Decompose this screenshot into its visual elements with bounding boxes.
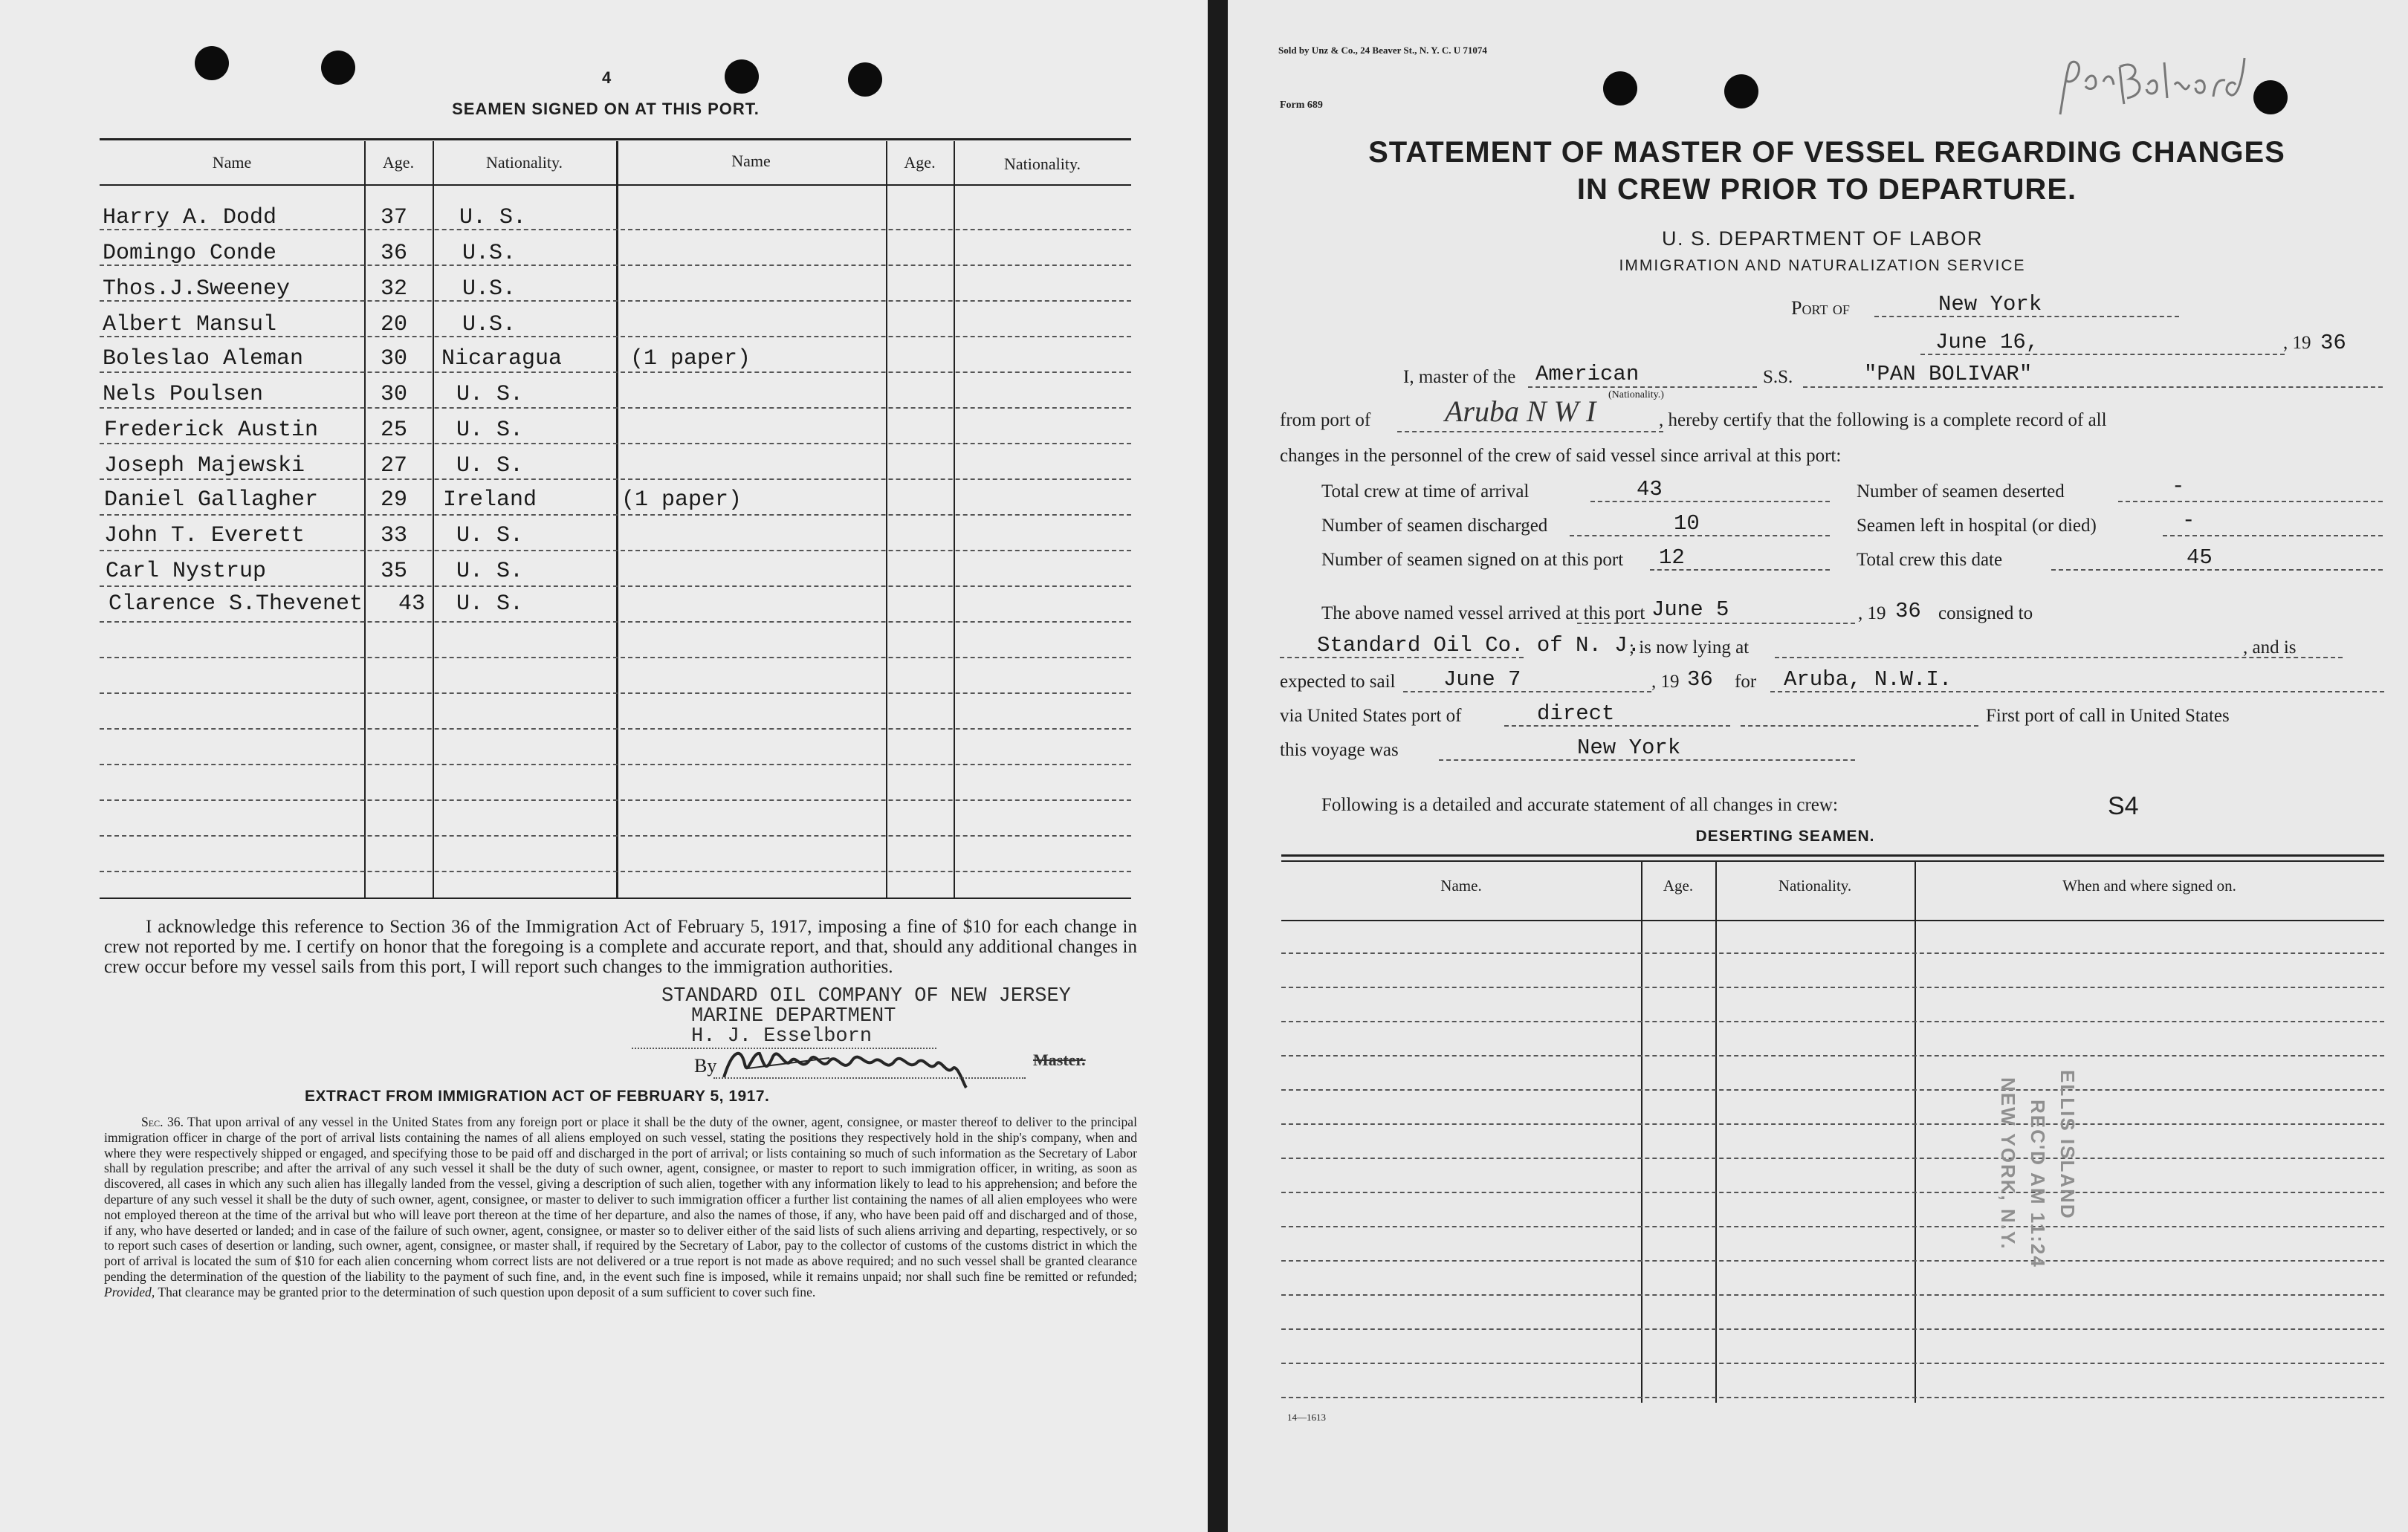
crew-nationality: U. S.: [456, 523, 524, 548]
sail-label: expected to sail: [1280, 672, 1396, 692]
column-header-name: Name: [212, 153, 252, 172]
crew-name: Domingo Conde: [103, 241, 277, 266]
department: U. S. DEPARTMENT OF LABOR: [1661, 227, 1984, 250]
consigned-label: consigned to: [1938, 603, 2033, 623]
hospital-label: Seamen left in hospital (or died): [1857, 516, 2097, 536]
blank-line: [1403, 691, 1651, 692]
ss-label: S.S.: [1763, 367, 1793, 387]
via-label: via United States port of: [1280, 706, 1462, 726]
total-crew-date-label: Total crew this date: [1857, 550, 2003, 570]
column-divider: [364, 141, 366, 898]
crew-name: Boleslao Aleman: [103, 346, 304, 371]
company-stamp: [661, 987, 1071, 1047]
crew-age: 36: [381, 241, 408, 266]
signed-on-label: Number of seamen signed on at this port: [1321, 550, 1624, 570]
crew-nationality: U. S.: [456, 382, 524, 407]
crew-name: Harry A. Dodd: [103, 205, 277, 230]
crew-age: 43: [398, 591, 426, 617]
crew-name: Thos.J.Sweeney: [103, 276, 291, 302]
total-crew-arrival-label: Total crew at time of arrival: [1321, 481, 1530, 502]
service: IMMIGRATION AND NATURALIZATION SERVICE: [1619, 257, 2026, 274]
arrived-value: June 5: [1651, 597, 1729, 622]
crew-age: 25: [381, 418, 408, 443]
signed-on-value: 12: [1659, 545, 1685, 570]
sail-value: June 7: [1443, 667, 1521, 692]
voyage-label: this voyage was: [1280, 740, 1399, 760]
printer-credit: Sold by Unz & Co., 24 Beaver St., N. Y. C. U 71074: [1278, 45, 1487, 56]
sail-year-prefix: , 19: [1651, 672, 1680, 692]
total-crew-date-value: 45: [2187, 545, 2213, 570]
table-top-rule: [1281, 860, 2384, 862]
crew-name: Joseph Majewski: [104, 453, 305, 478]
following-text: Following is a detailed and accurate statement of all changes in crew:: [1321, 795, 1838, 815]
handwritten-note: [2053, 52, 2268, 120]
punch-hole: [321, 51, 355, 85]
via-value: direct: [1537, 701, 1615, 726]
blank-line: [2163, 535, 2383, 536]
stamp-line: STANDARD OIL COMPANY OF NEW JERSEY: [661, 985, 1071, 1007]
crew-nationality: U.S.: [462, 241, 517, 266]
acknowledgment-text: I acknowledge this reference to Section 36 of the Immigration Act of February 5, 1917, imposing a fine of $10 for each change in crew not reported by me. I certify on honor that the foregoing is a complete and accurate report, and that, should any additional changes in crew occur before my vessel sails from this port, I will report such changes to the immigration authorities.: [104, 917, 1137, 977]
right-page: [1228, 0, 2408, 1532]
blank-line: [1590, 501, 1830, 502]
port-value: New York: [1938, 292, 2042, 317]
punch-hole: [1724, 74, 1758, 108]
master-signature: [718, 1039, 1030, 1091]
crew-name: Frederick Austin: [104, 418, 319, 443]
discharged-label: Number of seamen discharged: [1321, 516, 1548, 536]
crew-name: Albert Mansul: [103, 312, 277, 337]
column-divider: [616, 141, 618, 898]
crew-age: 35: [381, 559, 408, 584]
crew-age: 37: [381, 205, 408, 230]
nationality-caption: (Nationality.): [1608, 389, 1664, 400]
discharged-value: 10: [1674, 511, 1700, 536]
section-body: That upon arrival of any vessel in the United States from any foreign port or place it shall be the duty of the owner, agent, consignee, or master thereof to deliver to the principal immigration officer in charge of the port of arrival lists containing the names of all aliens employed on such vessel, stating the positions they respectively hold in the ship's company, when and where they were respectively shipped or engaged, and specifying those to be paid off and discharged in the port of arrival; or lists containing so much of such information as the Secretary of Labor shall by regulation prescribe; and after the arrival of any such vessel it shall be the duty of such owner, agent, consignee, or master to report to such immigration officer, in writing, as soon as discovered, all cases in which any such alien has illegally landed from the vessel, giving a description of such alien, together with any information likely to lead to his apprehension; and before the departure of any such vessel it shall be the duty of such owner, agent, consignee, or master to deliver to such immigration officer a further list containing the names of all alien employees who were not employed thereon at the time of the arrival but who will leave port thereon at the time of her departure, and also the names of those, if any, who have been paid off and discharged and of those, if any, who have deserted or landed; and in case of the failure of such owner, agent, consignee, or master so to deliver either of the said lists of such aliens arriving and departing, respectively, or so to report such cases of desertion or landing, such owner, agent, consignee, or master shall, if required by the Secretary of Labor, pay to the collector of customs of the customs district in which the port of arrival is located the sum of $10 for each alien concerning whom correct lists are not delivered or a true report is not made as above required; and no such vessel shall be granted clearance pending the determination of the question of the liability to the payment of such fine, and, in the event such fine is imposed, while it remains unpaid; nor shall such fine be remitted or refunded;: [104, 1114, 1137, 1284]
punch-hole: [195, 46, 229, 80]
master-label: Master.: [1033, 1051, 1086, 1069]
handwritten-note-text: [2081, 67, 2082, 68]
arrived-year-prefix: , 19: [1858, 603, 1886, 623]
crew-nationality: U. S.: [459, 205, 527, 230]
first-port-label: First port of call in United States: [1986, 706, 2230, 726]
vessel-name: "PAN BOLIVAR": [1864, 362, 2033, 386]
date-value: June 16,: [1935, 330, 2039, 354]
column-header-nationality-2: Nationality.: [1003, 155, 1081, 173]
crew-age: 30: [381, 382, 408, 407]
year-prefix: , 19: [2283, 333, 2311, 353]
page-number: 4: [602, 68, 612, 87]
table-bottom-rule: [100, 898, 1131, 899]
column-header-age: Age.: [382, 153, 415, 172]
crew-age: 30: [381, 346, 408, 371]
crew-age: 20: [381, 312, 408, 337]
total-crew-arrival: 43: [1637, 477, 1663, 502]
table-top-rule: [100, 138, 1131, 140]
form-title-line-2: IN CREW PRIOR TO DEPARTURE.: [1576, 173, 2077, 206]
crew-nationality: U. S.: [456, 591, 524, 617]
crew-name: Nels Poulsen: [103, 382, 264, 407]
for-value: Aruba, N.W.I.: [1784, 667, 1952, 692]
section-title: SEAMEN SIGNED ON AT THIS PORT.: [452, 100, 760, 118]
column-header-nationality: Nationality.: [485, 153, 563, 172]
by-label: By: [694, 1055, 717, 1077]
crew-age: 33: [381, 523, 408, 548]
extract-title: EXTRACT FROM IMMIGRATION ACT OF FEBRUARY 5, 1917.: [305, 1088, 770, 1105]
nationality-value: American: [1535, 362, 1640, 386]
deserting-title: DESERTING SEAMEN.: [1695, 828, 1875, 845]
blank-line: [1528, 386, 1757, 388]
blank-line: [1741, 725, 1978, 727]
punch-hole: [1603, 71, 1637, 106]
for-label: for: [1735, 672, 1757, 692]
crew-age: 27: [381, 453, 408, 478]
voyage-value: New York: [1577, 736, 1681, 760]
master-label: I, master of the: [1403, 367, 1516, 387]
stamp-line: MARINE DEPARTMENT: [691, 1005, 896, 1028]
punch-hole: [725, 59, 759, 94]
blank-line: [2051, 569, 2383, 571]
crew-nationality: U. S.: [456, 418, 524, 443]
crew-nationality: U. S.: [456, 453, 524, 478]
deserted-label: Number of seamen deserted: [1857, 481, 2065, 502]
sail-year: 36: [1687, 667, 1713, 692]
column-divider: [433, 141, 434, 898]
blank-line: [1570, 535, 1830, 536]
crew-name: Clarence S.Thevenet: [109, 591, 363, 617]
crew-nationality: Nicaragua: [441, 346, 563, 371]
form-title: [1269, 134, 2384, 208]
blank-line: [1397, 431, 1663, 432]
header-rule: [100, 184, 1131, 186]
received-stamp-line: REC'D AM 11:24: [2027, 1100, 2049, 1268]
from-port-value: Aruba N W I: [1445, 395, 1596, 428]
signature-line: [713, 1077, 1026, 1079]
crew-name: Carl Nystrup: [106, 559, 267, 584]
column-divider: [1641, 862, 1642, 1403]
consignee-value: Standard Oil Co. of N. J.: [1317, 633, 1641, 658]
footer-code: 14—1613: [1287, 1412, 1326, 1423]
arrived-label: The above named vessel arrived at this port: [1321, 603, 1645, 623]
crew-age: 32: [381, 276, 408, 302]
year-value: 36: [2320, 331, 2346, 355]
section-36-text: [104, 1114, 1137, 1300]
certify-text: , hereby certify that the following is a complete record of all: [1659, 410, 2107, 430]
column-divider: [1715, 862, 1717, 1403]
crew-age: 29: [381, 487, 408, 513]
hospital-value: -: [2182, 508, 2195, 533]
arrived-year: 36: [1895, 599, 1921, 623]
deserting-column-header: When and where signed on.: [2062, 877, 2236, 895]
column-header-name-2: Name: [731, 152, 771, 170]
column-divider: [886, 141, 887, 898]
form-number: Form 689: [1280, 100, 1323, 111]
proviso-label: Provided,: [104, 1284, 155, 1299]
proviso-body: That clearance may be granted prior to the determination of such question upon deposit of a sum sufficient to cover such fine.: [158, 1284, 816, 1299]
punch-hole: [848, 62, 882, 97]
form-title-line-1: STATEMENT OF MASTER OF VESSEL REGARDING CHANGES: [1368, 136, 2285, 169]
deserting-column-header: Age.: [1663, 877, 1694, 895]
received-stamp-line: ELLIS ISLAND: [2056, 1070, 2079, 1220]
deserted-value: -: [2172, 474, 2185, 499]
column-header-age-2: Age.: [904, 153, 936, 172]
blank-line: [2118, 501, 2383, 502]
crew-note: (1 paper): [630, 346, 751, 371]
crew-nationality: U.S.: [462, 276, 517, 302]
stamp-line: H. J. Esselborn: [691, 1025, 873, 1048]
crew-name: John T. Everett: [104, 523, 305, 548]
crew-note: (1 paper): [621, 487, 742, 513]
crew-name: Daniel Gallagher: [104, 487, 319, 513]
column-divider: [954, 141, 955, 898]
crew-nationality: U.S.: [462, 312, 517, 337]
page-code: S4: [2108, 792, 2139, 820]
section-label: Sec. 36.: [141, 1114, 184, 1129]
and-is-label: , and is: [2243, 637, 2297, 658]
header-rule: [1281, 920, 2384, 921]
crew-nationality: Ireland: [443, 487, 537, 513]
table-top-rule: [1281, 854, 2384, 857]
column-divider: [1915, 862, 1916, 1403]
deserting-column-header: Name.: [1440, 877, 1482, 895]
blank-line: [1803, 386, 2383, 388]
port-label: Port of: [1791, 297, 1850, 319]
deserting-column-header: Nationality.: [1778, 877, 1852, 895]
crew-nationality: U. S.: [456, 559, 524, 584]
from-port-label: from port of: [1280, 410, 1371, 430]
changes-text: changes in the personnel of the crew of said vessel since arrival at this port:: [1280, 446, 1842, 466]
received-stamp: [1993, 1070, 2082, 1389]
received-stamp-line: NEW YORK, N.Y.: [1997, 1077, 2019, 1250]
blank-line: [1577, 623, 1855, 624]
lying-label: ; is now lying at: [1629, 637, 1750, 658]
